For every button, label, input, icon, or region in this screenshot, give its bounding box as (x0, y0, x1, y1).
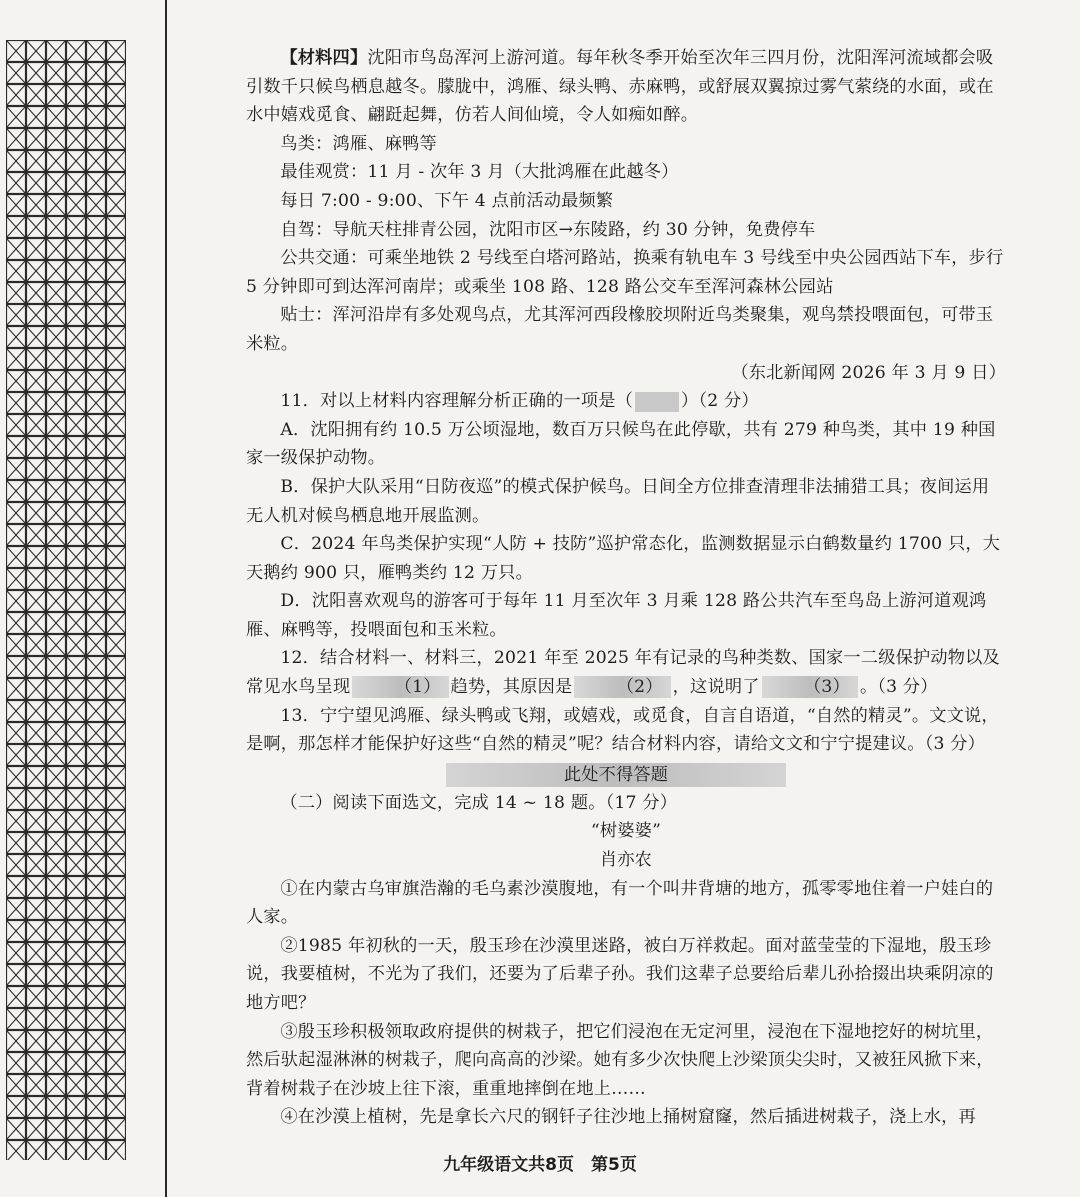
exam-page (246, 44, 1006, 1132)
material4-tips: 贴士：浑河沿岸有多处观鸟点，尤其浑河西段橡胶坝附近鸟类聚集，观鸟禁投喂面包，可带玉米粒。 (246, 305, 994, 354)
article-author: 肖亦农 (599, 850, 653, 871)
article-paragraph-4: ④在沙漠上植树，先是拿长六尺的钢钎子往沙地上捅树窟窿，然后插进树栽子，浇上水，再 (280, 1107, 976, 1128)
article-paragraph-2: ②1985 年初秋的一天，殷玉珍在沙漠里迷路，被白万祥救起。面对蓝莹莹的下湿地，殷玉珍说，我要植树，不光为了我们，还要为了后辈子孙。我们这辈子总要给后辈儿孙拾掇出块乘阴凉的地方吧？ (246, 935, 994, 1013)
q12-stem: 12．结合材料一、材料三，2021 年至 2025 年有记录的鸟种类数、国家一二级保护动物以及常见水鸟呈现 （1） 趋势，其原因是 （2） ，这说明了 （3） 。（3 分） (246, 648, 1000, 698)
q12-blank-1[interactable]: （1） (352, 676, 448, 698)
material4-transit: 公共交通：可乘坐地铁 2 号线至白塔河路站，换乘有轨电车 3 号线至中央公园西站下车，步行 5 分钟即可到达浑河南岸；或乘坐 108 路、128 路公交车至浑河森林公园站 (246, 248, 1004, 297)
q11-stem: 11．对以上材料内容理解分析正确的一项是（ ）（2 分） (280, 391, 759, 412)
article-title: “树婆婆” (590, 821, 662, 842)
answer-box[interactable] (635, 392, 679, 412)
q11-option-c: C．2024 年鸟类保护实现“人防 + 技防”巡护常态化，监测数据显示白鹤数量约 1700 只，大天鹅约 900 只，雁鸭类约 12 万只。 (246, 534, 1001, 583)
binding-margin-pattern (0, 0, 132, 1197)
material4-birds: 鸟类：鸿雁、麻鸭等 (280, 133, 437, 154)
material4-intro: 【材料四】沈阳市鸟岛浑河上游河道。每年秋冬季开始至次年三四月份，沈阳浑河流域都会吸引数千只候鸟栖息越冬。朦胧中，鸿雁、绿头鸭、赤麻鸭，或舒展双翼掠过雾气萦绕的水面，或在水中嬉戏觅食、翩跹起舞，仿若人间仙境，令人如痴如醉。 (246, 48, 994, 126)
q11-option-a: A．沈阳拥有约 10.5 万公顷湿地，数百万只候鸟在此停歇，共有 279 种鸟类，其中 19 种国家一级保护动物。 (246, 419, 996, 469)
article-paragraph-3: ③殷玉珍积极领取政府提供的树栽子，把它们浸泡在无定河里，浸泡在下湿地挖好的树坑里，然后驮起湿淋淋的树栽子，爬向高高的沙梁。她有多少次快爬上沙梁顶尖尖时，又被狂风掀下来，背着树栽子在沙坡上往下滚，重重地摔倒在地上…… (246, 1021, 994, 1099)
binding-fold-line (165, 0, 167, 1197)
material4-best-time: 最佳观赏：11 月 - 次年 3 月（大批鸿雁在此越冬） (280, 162, 679, 183)
section2-heading: （二）阅读下面选文，完成 14 ~ 18 题。（17 分） (280, 792, 678, 813)
material4-source: （东北新闻网 2026 年 3 月 9 日） (731, 362, 1006, 383)
crosshatch-pattern (6, 40, 126, 1160)
no-answer-notice: 此处不得答题 (446, 763, 786, 787)
q11-option-b: B．保护大队采用“日防夜巡”的模式保护候鸟。日间全方位排查清理非法捕猎工具；夜间运用无人机对候鸟栖息地开展监测。 (246, 476, 990, 526)
q13-stem: 13．宁宁望见鸿雁、绿头鸭或飞翔，或嬉戏，或觅食，自言自语道，“自然的精灵”。文文说，是啊，那怎样才能保护好这些“自然的精灵”呢？结合材料内容，请给文文和宁宁提建议。（3 分） (246, 705, 999, 755)
material4-drive: 自驾：导航天柱排青公园，沈阳市区→东陵路，约 30 分钟，免费停车 (280, 219, 816, 240)
q12-blank-3[interactable]: （3） (762, 676, 858, 698)
page-footer: 九年级语文共8页 第5页 (443, 1155, 637, 1175)
material4-daily: 每日 7:00 - 9:00、下午 4 点前活动最频繁 (280, 190, 614, 211)
q11-option-d: D．沈阳喜欢观鸟的游客可于每年 11 月至次年 3 月乘 128 路公共汽车至鸟岛上游河道观鸿雁、麻鸭等，投喂面包和玉米粒。 (246, 591, 987, 640)
material4-tag: 【材料四】 (280, 48, 368, 68)
article-paragraph-1: ①在内蒙古乌审旗浩瀚的毛乌素沙漠腹地，有一个叫井背塘的地方，孤零零地住着一户娃白的人家。 (246, 878, 994, 928)
q12-blank-2[interactable]: （2） (574, 676, 670, 698)
